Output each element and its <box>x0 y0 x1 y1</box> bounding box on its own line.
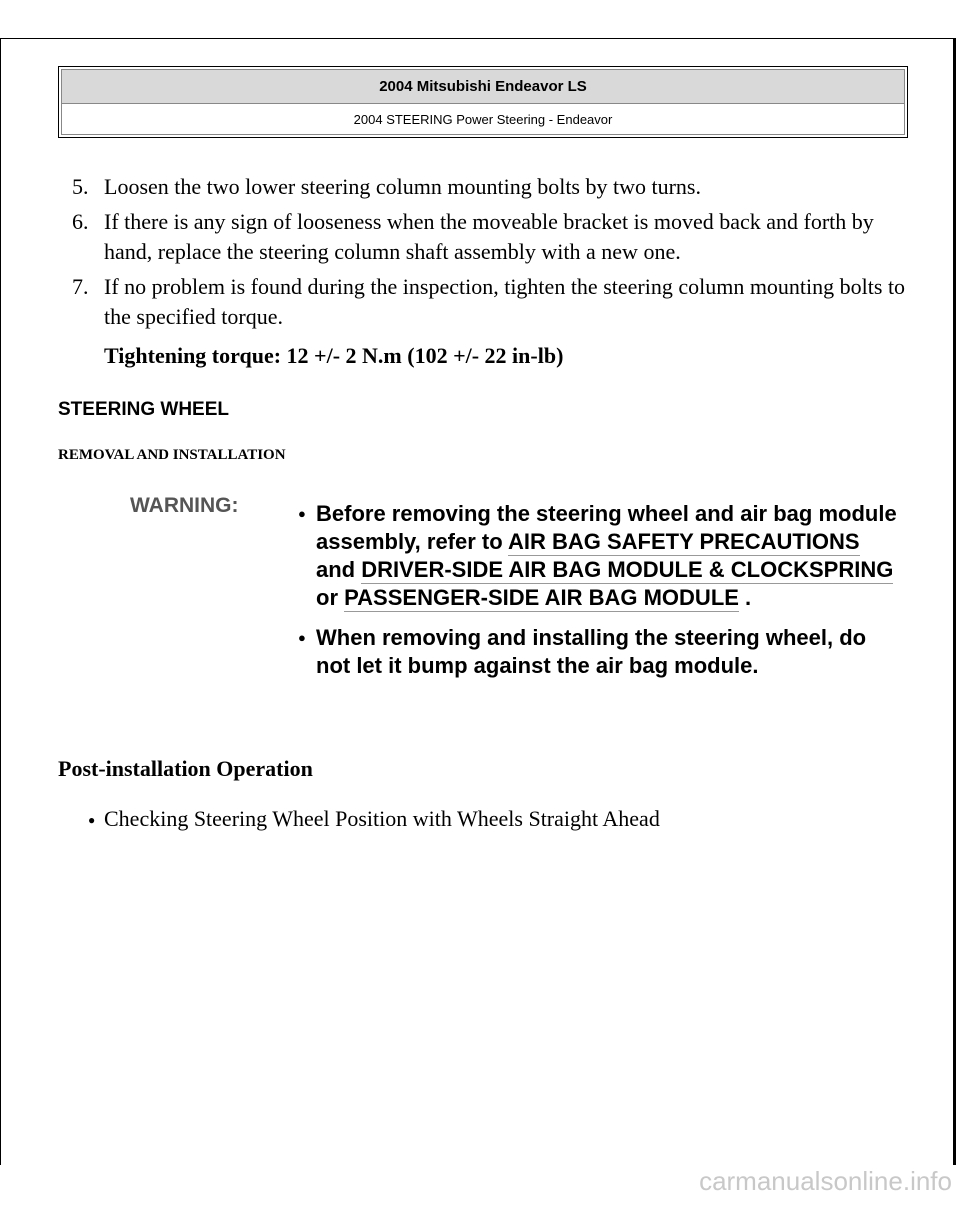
air-bag-safety-link[interactable]: AIR BAG SAFETY PRECAUTIONS <box>507 529 860 554</box>
step-number: 7. <box>72 274 89 299</box>
warning-text: When removing and installing the steering wheel, do not let it bump against the air bag module. <box>316 625 867 678</box>
warning-text-part: or <box>316 585 345 610</box>
warning-list <box>298 500 898 692</box>
step-number: 6. <box>72 209 89 234</box>
warning-text-part: Before removing the steering wheel and air bag module assembly, refer to <box>316 501 897 554</box>
step-item <box>72 272 912 332</box>
check-list-item <box>88 806 660 834</box>
step-text: If there is any sign of looseness when the moveable bracket is moved back and forth by hand, replace the steering column shaft assembly with a new one. <box>104 209 874 264</box>
step-text: If no problem is found during the inspection, tighten the steering column mounting bolts to the specified torque. <box>104 274 906 329</box>
warning-item <box>298 500 898 612</box>
step-item <box>72 207 912 267</box>
step-text: Loosen the two lower steering column mounting bolts by two turns. <box>104 174 701 199</box>
bullet-icon: ● <box>298 506 306 521</box>
bullet-icon: ● <box>88 813 96 827</box>
sub-title: REMOVAL AND INSTALLATION <box>58 447 286 463</box>
step-number: 5. <box>72 174 89 199</box>
driver-side-air-bag-link[interactable]: DRIVER-SIDE AIR BAG MODULE & CLOCKSPRING <box>361 557 894 582</box>
watermark: carmanualsonline.info <box>699 1166 952 1196</box>
section-title: STEERING WHEEL <box>58 399 230 420</box>
header-inner <box>61 69 905 135</box>
warning-text-part: . <box>738 585 752 610</box>
warning-label: WARNING: <box>130 494 239 517</box>
header-title: 2004 Mitsubishi Endeavor LS <box>62 70 904 104</box>
post-installation-title: Post-installation Operation <box>58 756 313 781</box>
step-item <box>72 172 912 202</box>
bullet-icon: ● <box>298 630 306 645</box>
warning-text <box>316 500 898 612</box>
warning-text-part: and <box>316 557 362 582</box>
torque-spec: Tightening torque: 12 +/- 2 N.m (102 +/- 22 in-lb) <box>104 343 564 368</box>
header-subtitle: 2004 STEERING Power Steering - Endeavor <box>353 111 613 127</box>
document-header <box>58 66 908 138</box>
procedure-steps <box>72 172 912 337</box>
warning-item <box>298 624 898 680</box>
check-item-text: Checking Steering Wheel Position with Wheels Straight Ahead <box>104 806 660 831</box>
passenger-side-air-bag-link[interactable]: PASSENGER-SIDE AIR BAG MODULE <box>344 585 739 610</box>
